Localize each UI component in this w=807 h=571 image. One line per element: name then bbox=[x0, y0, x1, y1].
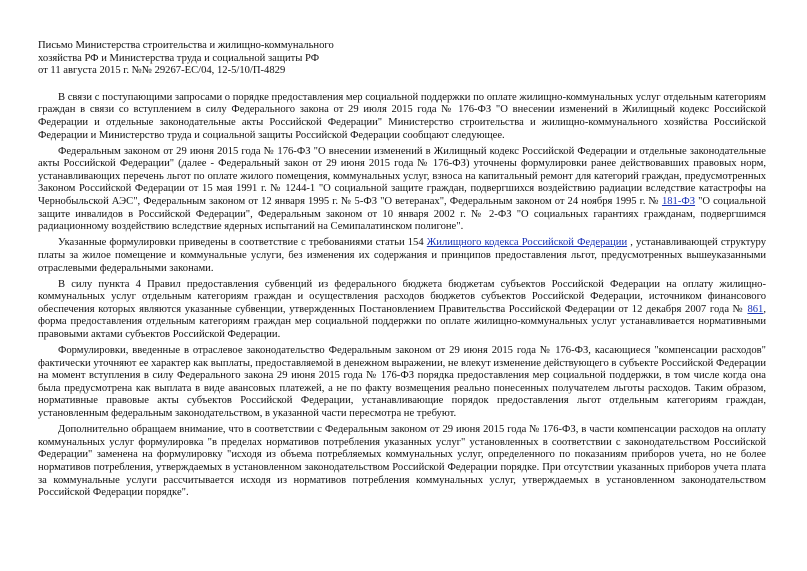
link-law-181-fz[interactable]: 181-ФЗ bbox=[661, 196, 696, 208]
paragraph-additional: Дополнительно обращаем внимание, что в соответствии с Федеральным законом от 29 июня 2015 года № 176-ФЗ, в части компенсации расходов на оплату коммунальных услуг формулировка "в пределах нормативов потребления указанных услуг" установленных в соответствии с законодательством Российской Федерации" заменена на формулировку "исходя из объема потребляемых коммунальных услуг, определенного по показаниям приборов учета, но не более нормативов потребления, утверждаемых в установленном законодательством Российской Федерации порядке. При отсутствии указанных приборов учета плата за коммунальные услуги рассчитывается исходя из нормативов потребления коммунальных услуг, утверждаемых в установленном законодательством Российской Федерации порядке". bbox=[38, 424, 766, 499]
paragraph-text: В силу пункта 4 Правил предоставления субвенций из федерального бюджета бюджетам субъектов Российской Федерации на оплату жилищно-коммунальных услуг отдельным категориям граждан и осуществления расходов бюджетов субъектов Российской Федерации, источником финансового обеспечения которых являются указанные субвенции, утвержденных Постановлением Правительства Российской Федерации от 12 декабря 2007 года № bbox=[38, 278, 766, 315]
document-page bbox=[38, 40, 766, 503]
header-line-1: Письмо Министерства строительства и жилищно-коммунального bbox=[38, 40, 334, 51]
paragraph-subventions bbox=[38, 279, 766, 342]
paragraph-text: , устанавливающей структуру платы за жилое помещение и коммунальные услуги, без изменения их содержания и принципов предоставления льгот, предусмотренных вышеуказанными отраслевыми федеральными законами. bbox=[38, 237, 766, 274]
document-header bbox=[38, 40, 766, 78]
link-resolution-861[interactable]: 861 bbox=[747, 303, 764, 315]
paragraph-compensation: Формулировки, введенные в отраслевое законодательство Федеральным законом от 29 июня 2015 года № 176-ФЗ, касающиеся "компенсации расходов" фактически уточняют ее характер как выплаты, предоставляемой в денежном выражении, не влекут изменение действующего в субъекте Российской Федерации на момент вступления в силу Федерального закона 29 июня 2015 года № 176-ФЗ порядка предоставления мер социальной поддержки, в том числе когда она была предусмотрена как выплата в виде авансовых платежей, а не по факту возмещения реально понесенных получателем льготы расходов. Таким образом, нормативные правовые акты субъектов Российской Федерации, устанавливающие порядок предоставления льгот отдельным категориям граждан, установленным федеральным законодательством, в указанной части пересмотра не требуют. bbox=[38, 345, 766, 420]
header-line-3: от 11 августа 2015 г. №№ 29267-ЕС/04, 12-5/10/П-4829 bbox=[38, 65, 286, 77]
header-line-2: хозяйства РФ и Министерства труда и социальной защиты РФ bbox=[38, 52, 320, 64]
paragraph-text: "О социальной защите инвалидов в Российской Федерации", Федеральным законом от 10 января 2002 г. № 2-ФЗ "О социальных гарантиях гражданам, подвергшимся радиационному воздействию вследствие ядерных испытаний на Семипалатинском полигоне". bbox=[38, 196, 766, 233]
paragraph-intro: В связи с поступающими запросами о порядке предоставления мер социальной поддержки по оплате жилищно-коммунальных услуг отдельным категориям граждан в связи со вступлением в силу Федерального закона от 29 июля 2015 года № 176-ФЗ "О внесении изменений в Жилищный кодекс Российской Федерации и отдельные законодательные акты Российской Федерации" Министерство строительства и жилищно-коммунального хозяйства Российской Федерации и Министерство труда и социальной защиты Российской Федерации сообщают следующее. bbox=[38, 91, 766, 141]
paragraph-text: Указанные формулировки приведены в соответствие с требованиями статьи 154 bbox=[58, 237, 427, 249]
paragraph-housing-code bbox=[38, 237, 766, 275]
paragraph-text: Федеральным законом от 29 июня 2015 года № 176-ФЗ "О внесении изменений в Жилищный кодекс Российской Федерации и отдельные законодательные акты Российской Федерации" (далее - Федеральный закон от 29 июня 2015 года № 176-ФЗ) уточнены формулировки ранее действовавших правовых норм, устанавливающих перечень льгот по оплате жилого помещения, коммунальных услуг, взноса на капитальный ремонт для категорий граждан, предусмотренных Законом Российской Федерации от 15 мая 1991 г. № 1244-1 "О социальной защите граждан, подвергшихся воздействию радиации вследствие катастрофы на Чернобыльской АЭС", Федеральным законом от 12 января 1995 г. № 5-ФЗ "О ветеранах", Федеральным законом от 24 ноября 1995 г. № bbox=[38, 145, 766, 208]
link-housing-code[interactable]: Жилищного кодекса Российской Федерации bbox=[426, 237, 628, 249]
paragraph-law-176 bbox=[38, 146, 766, 234]
paragraph-text: , форма предоставления отдельным категориям граждан мер социальной поддержки по оплате жилищно-коммунальных услуг устанавливается нормативными правовыми актами субъектов Российской Федерации. bbox=[38, 303, 766, 340]
